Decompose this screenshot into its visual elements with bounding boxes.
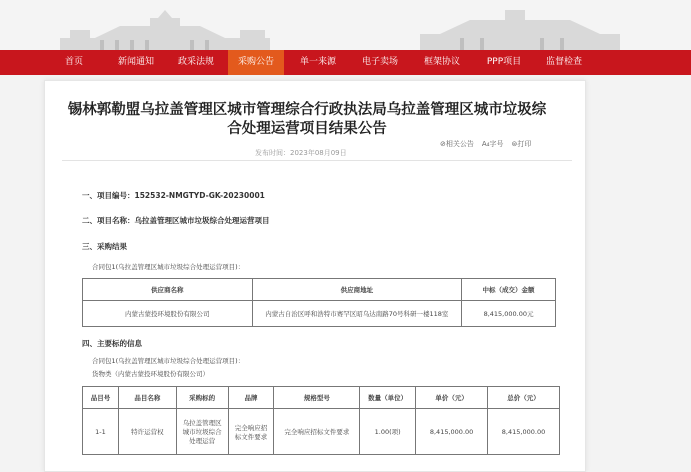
table-row xyxy=(83,409,560,455)
nav-item-e-mall[interactable]: 电子卖场 xyxy=(361,57,398,67)
item-no-cell: 1-1 xyxy=(83,409,119,455)
unit-price-cell: 8,415,000.00 xyxy=(416,409,488,455)
items-category-label: 货物类（内蒙古蒙投环境股份有限公司） xyxy=(92,370,209,378)
item-name-cell: 特许运营权 xyxy=(118,409,176,455)
related-notice-link[interactable]: ⊘相关公告 xyxy=(440,140,474,148)
col-total-price: 总价（元） xyxy=(488,387,560,409)
col-item-no: 品目号 xyxy=(83,387,119,409)
col-unit-price: 单价（元） xyxy=(416,387,488,409)
link-icon: ⊘ xyxy=(440,140,446,148)
items-table xyxy=(82,386,560,455)
page-title xyxy=(62,101,552,139)
divider xyxy=(62,160,572,161)
print-icon: ⊜ xyxy=(511,140,518,148)
col-spec: 规格型号 xyxy=(274,387,360,409)
col-supplier-address: 供应商地址 xyxy=(252,279,462,301)
col-award-amount: 中标（成交）金额 xyxy=(462,279,556,301)
nav-item-news[interactable]: 新闻通知 xyxy=(117,57,154,67)
col-quantity: 数量（单位） xyxy=(360,387,416,409)
publish-date: 发布时间：2023年08月09日 xyxy=(255,149,347,157)
nav-item-procurement-notice[interactable]: 采购公告 xyxy=(228,50,284,75)
col-supplier-name: 供应商名称 xyxy=(83,279,253,301)
nav-item-ppp[interactable]: PPP项目 xyxy=(486,57,522,67)
supplier-address-cell: 内蒙古自治区呼和浩特市赛罕区昭乌达南路70号科研一楼118室 xyxy=(252,301,462,327)
section-project-name: 二、项目名称：乌拉盖管理区城市垃圾综合处理运营项目 xyxy=(82,216,270,225)
table-row xyxy=(83,301,556,327)
total-price-cell: 8,415,000.00 xyxy=(488,409,560,455)
title-line-2: 合处理运营项目结果公告 xyxy=(227,121,387,137)
quantity-cell: 1.00(项) xyxy=(360,409,416,455)
result-contract-label: 合同包1(乌拉盖管理区城市垃圾综合处理运营项目)： xyxy=(92,263,245,271)
nav-item-supervision[interactable]: 监督检查 xyxy=(545,57,582,67)
main-nav xyxy=(0,50,691,75)
section-result-heading: 三、采购结果 xyxy=(82,242,127,251)
brand-cell: 完全响应招标文件要求 xyxy=(228,409,274,455)
supplier-name-cell: 内蒙古蒙投环境股份有限公司 xyxy=(83,301,253,327)
nav-item-regulations[interactable]: 政采法规 xyxy=(177,57,214,67)
result-table xyxy=(82,278,556,327)
nav-item-framework[interactable]: 框架协议 xyxy=(423,57,460,67)
section-project-number: 一、项目编号：152532-NMGTYD-GK-20230001 xyxy=(82,191,265,200)
award-amount-cell: 8,415,000.00元 xyxy=(462,301,556,327)
table-header-row xyxy=(83,279,556,301)
font-size-button[interactable]: A₄字号 xyxy=(481,140,504,148)
title-line-1: 锡林郭勒盟乌拉盖管理区城市管理综合行政执法局乌拉盖管理区城市垃圾综 xyxy=(67,102,547,118)
section-items-heading: 四、主要标的信息 xyxy=(82,339,142,348)
table-header-row xyxy=(83,387,560,409)
items-contract-label: 合同包1(乌拉盖管理区城市垃圾综合处理运营项目)： xyxy=(92,357,245,365)
header-banner xyxy=(0,0,691,50)
col-item-name: 品目名称 xyxy=(118,387,176,409)
spec-cell: 完全响应招标文件要求 xyxy=(274,409,360,455)
article-tools xyxy=(440,139,531,149)
nav-item-single-source[interactable]: 单一来源 xyxy=(299,57,336,67)
procurement-target-cell: 乌拉盖管理区城市垃圾综合处理运营 xyxy=(176,409,228,455)
nav-item-home[interactable]: 首页 xyxy=(64,57,83,67)
building-silhouette-icon xyxy=(0,0,691,50)
print-button[interactable]: ⊜打印 xyxy=(511,140,532,148)
col-brand: 品牌 xyxy=(228,387,274,409)
col-procurement-target: 采购标的 xyxy=(176,387,228,409)
